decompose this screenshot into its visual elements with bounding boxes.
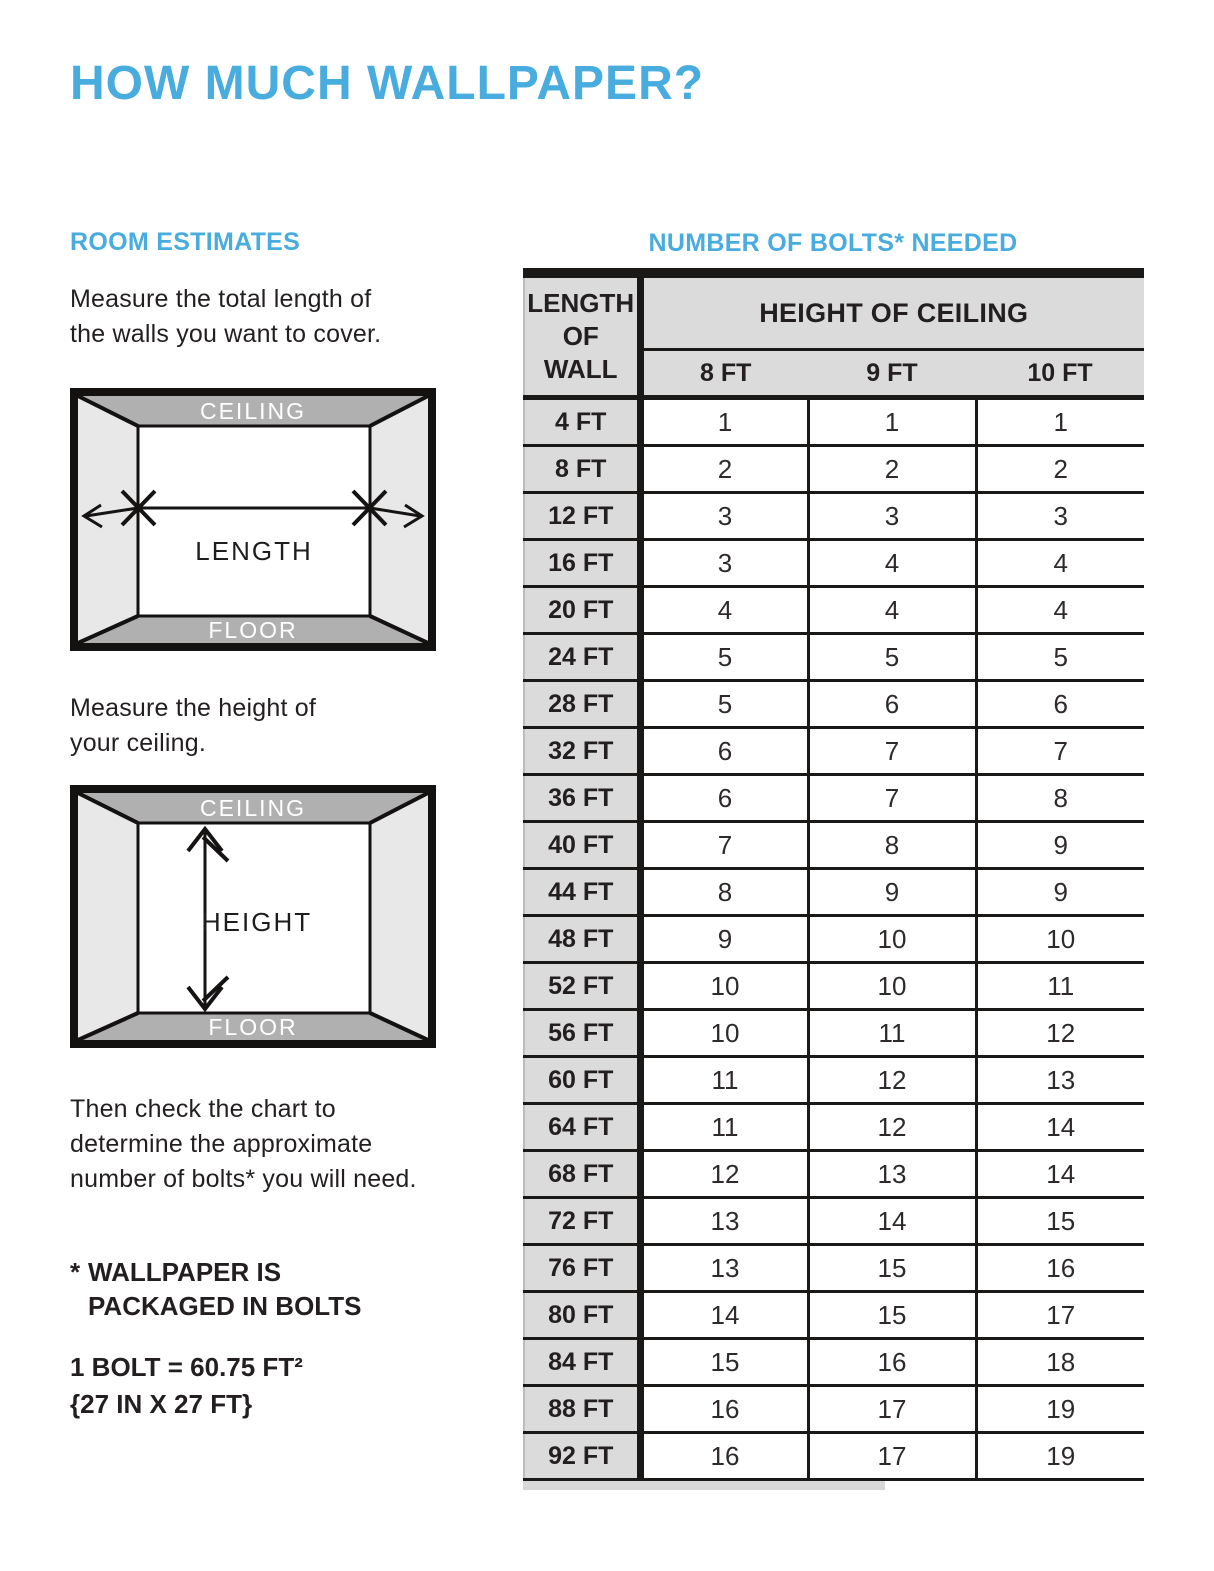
bolt-count-cell: 17 <box>808 1433 976 1480</box>
bolt-count-cell: 9 <box>976 869 1144 916</box>
step2-text <box>70 691 470 761</box>
bolt-count-cell: 5 <box>640 634 808 681</box>
floor-label: FLOOR <box>208 617 298 643</box>
bolt-count-cell: 11 <box>640 1057 808 1104</box>
bolt-count-cell: 1 <box>976 398 1144 446</box>
bolt-count-cell: 9 <box>976 822 1144 869</box>
footnote-line1: WALLPAPER IS <box>88 1257 282 1287</box>
bolt-count-cell: 13 <box>976 1057 1144 1104</box>
length-measure-label: LENGTH <box>195 536 313 566</box>
table-row <box>524 1433 1144 1480</box>
bolt-equation-line2: {27 IN X 27 FT} <box>70 1389 253 1419</box>
bolt-count-cell: 13 <box>640 1245 808 1292</box>
wall-length-cell: 84 FT <box>524 1339 640 1386</box>
step3-text <box>70 1092 470 1197</box>
bolt-count-cell: 1 <box>640 398 808 446</box>
wall-length-cell: 16 FT <box>524 540 640 587</box>
bolt-count-cell: 12 <box>640 1151 808 1198</box>
bolt-count-cell: 3 <box>976 493 1144 540</box>
bolt-count-cell: 14 <box>976 1151 1144 1198</box>
floor-label: FLOOR <box>208 1014 298 1040</box>
bolt-count-cell: 5 <box>976 634 1144 681</box>
bolt-count-cell: 6 <box>640 728 808 775</box>
page-title: HOW MUCH WALLPAPER? <box>70 57 705 110</box>
table-row <box>524 1339 1144 1386</box>
step2-line1: Measure the height of <box>70 694 317 722</box>
table-row <box>524 398 1144 446</box>
table-row <box>524 822 1144 869</box>
wall-length-cell: 52 FT <box>524 963 640 1010</box>
wall-length-cell: 24 FT <box>524 634 640 681</box>
bolt-count-cell: 19 <box>976 1386 1144 1433</box>
wall-length-cell: 40 FT <box>524 822 640 869</box>
step1-line1: Measure the total length of <box>70 285 372 313</box>
bolt-count-cell: 11 <box>640 1104 808 1151</box>
bolt-count-cell: 16 <box>640 1386 808 1433</box>
bolt-count-cell: 3 <box>640 493 808 540</box>
bolt-count-cell: 10 <box>808 916 976 963</box>
bolt-equation-line1: 1 BOLT = 60.75 FT² <box>70 1352 303 1382</box>
table-row <box>524 1245 1144 1292</box>
bolts-footnote <box>70 1255 470 1323</box>
bolt-count-cell: 16 <box>640 1433 808 1480</box>
wall-length-cell: 20 FT <box>524 587 640 634</box>
bolt-count-cell: 2 <box>808 446 976 493</box>
bolt-count-cell: 4 <box>976 540 1144 587</box>
bolt-count-cell: 8 <box>808 822 976 869</box>
bolt-count-cell: 16 <box>808 1339 976 1386</box>
ceiling-height-column-header: 8 FT <box>640 350 808 398</box>
wall-length-cell: 80 FT <box>524 1292 640 1339</box>
ceiling-height-column-header: 10 FT <box>976 350 1144 398</box>
bolt-count-cell: 3 <box>808 493 976 540</box>
table-row <box>524 1292 1144 1339</box>
ceiling-label: CEILING <box>199 398 307 424</box>
table-row <box>524 869 1144 916</box>
bolt-count-cell: 12 <box>976 1010 1144 1057</box>
bolt-count-cell: 15 <box>808 1245 976 1292</box>
bolt-count-cell: 15 <box>976 1198 1144 1245</box>
wall-length-cell: 8 FT <box>524 446 640 493</box>
bolt-count-cell: 4 <box>976 587 1144 634</box>
bolt-count-cell: 1 <box>808 398 976 446</box>
bolts-table-heading: NUMBER OF BOLTS* NEEDED <box>648 229 1018 257</box>
bolt-count-cell: 15 <box>808 1292 976 1339</box>
bolt-count-cell: 15 <box>640 1339 808 1386</box>
table-row <box>524 493 1144 540</box>
bolt-count-cell: 12 <box>808 1104 976 1151</box>
footnote-line2: PACKAGED IN BOLTS <box>88 1291 362 1321</box>
wall-length-cell: 12 FT <box>524 493 640 540</box>
bolt-count-cell: 7 <box>808 728 976 775</box>
bolt-count-cell: 9 <box>640 916 808 963</box>
wall-length-cell: 4 FT <box>524 398 640 446</box>
bolt-equation <box>70 1349 470 1423</box>
table-row <box>524 916 1144 963</box>
table-row <box>524 1057 1144 1104</box>
bolt-count-cell: 14 <box>808 1198 976 1245</box>
ceiling-height-column-header: 9 FT <box>808 350 976 398</box>
table-row <box>524 1151 1144 1198</box>
bolt-count-cell: 7 <box>808 775 976 822</box>
table-row <box>524 540 1144 587</box>
table-row <box>524 634 1144 681</box>
bolt-count-cell: 4 <box>808 540 976 587</box>
room-height-diagram <box>70 785 436 1048</box>
table-header-row <box>524 273 1144 350</box>
wall-length-cell: 48 FT <box>524 916 640 963</box>
bolt-count-cell: 19 <box>976 1433 1144 1480</box>
bolt-count-cell: 3 <box>640 540 808 587</box>
bolt-count-cell: 17 <box>808 1386 976 1433</box>
left-wall-surface <box>78 793 138 1040</box>
room-length-diagram <box>70 388 436 651</box>
table-row <box>524 587 1144 634</box>
step2-line2: your ceiling. <box>70 729 206 757</box>
bolt-count-cell: 2 <box>640 446 808 493</box>
bolt-count-cell: 9 <box>808 869 976 916</box>
bolt-count-cell: 10 <box>640 963 808 1010</box>
step1-line2: the walls you want to cover. <box>70 320 382 348</box>
height-of-ceiling-header: HEIGHT OF CEILING <box>640 273 1144 350</box>
bolt-count-cell: 11 <box>808 1010 976 1057</box>
bolt-count-cell: 12 <box>808 1057 976 1104</box>
bolt-count-cell: 4 <box>808 587 976 634</box>
bolt-count-cell: 7 <box>640 822 808 869</box>
bolt-count-cell: 5 <box>640 681 808 728</box>
wall-length-cell: 44 FT <box>524 869 640 916</box>
table-row <box>524 963 1144 1010</box>
bolt-count-cell: 10 <box>976 916 1144 963</box>
table-row <box>524 728 1144 775</box>
bolt-count-cell: 17 <box>976 1292 1144 1339</box>
table-row <box>524 1386 1144 1433</box>
bolt-count-cell: 18 <box>976 1339 1144 1386</box>
wall-length-cell: 64 FT <box>524 1104 640 1151</box>
back-wall <box>138 426 370 616</box>
bolts-table <box>523 268 1144 1481</box>
table-row <box>524 775 1144 822</box>
bolt-count-cell: 4 <box>640 587 808 634</box>
step1-text <box>70 282 470 352</box>
height-measure-label: HEIGHT <box>201 907 313 937</box>
footnote-lines <box>88 1255 361 1323</box>
bolt-count-cell: 11 <box>976 963 1144 1010</box>
bolt-count-cell: 6 <box>808 681 976 728</box>
bolt-count-cell: 10 <box>640 1010 808 1057</box>
bolt-count-cell: 6 <box>976 681 1144 728</box>
wall-length-cell: 76 FT <box>524 1245 640 1292</box>
wall-length-cell: 92 FT <box>524 1433 640 1480</box>
bolt-count-cell: 8 <box>640 869 808 916</box>
right-wall-surface <box>370 793 428 1040</box>
table-row <box>524 1198 1144 1245</box>
step3-line3: number of bolts* you will need. <box>70 1165 417 1193</box>
table-row <box>524 1104 1144 1151</box>
step3-line2: determine the approximate <box>70 1130 373 1158</box>
bolt-count-cell: 8 <box>976 775 1144 822</box>
bolt-count-cell: 5 <box>808 634 976 681</box>
bolt-count-cell: 10 <box>808 963 976 1010</box>
room-estimates-heading: ROOM ESTIMATES <box>70 228 301 256</box>
bolt-count-cell: 13 <box>808 1151 976 1198</box>
bolt-count-cell: 2 <box>976 446 1144 493</box>
bolts-table-container <box>523 268 1143 1490</box>
ceiling-label: CEILING <box>199 795 307 821</box>
wall-length-cell: 88 FT <box>524 1386 640 1433</box>
bolt-count-cell: 16 <box>976 1245 1144 1292</box>
wall-length-cell: 60 FT <box>524 1057 640 1104</box>
wall-length-cell: 36 FT <box>524 775 640 822</box>
table-bottom-shadow <box>523 1481 885 1490</box>
wall-length-cell: 28 FT <box>524 681 640 728</box>
table-row <box>524 1010 1144 1057</box>
wall-length-cell: 68 FT <box>524 1151 640 1198</box>
bolt-count-cell: 14 <box>976 1104 1144 1151</box>
bolt-count-cell: 13 <box>640 1198 808 1245</box>
bolt-count-cell: 6 <box>640 775 808 822</box>
step3-line1: Then check the chart to <box>70 1095 336 1123</box>
wall-length-cell: 32 FT <box>524 728 640 775</box>
table-row <box>524 681 1144 728</box>
footnote-asterisk: * <box>70 1257 81 1287</box>
wall-length-cell: 56 FT <box>524 1010 640 1057</box>
table-row <box>524 446 1144 493</box>
bolt-count-cell: 14 <box>640 1292 808 1339</box>
room-estimates-section <box>70 228 470 1423</box>
bolts-table-body <box>524 398 1144 1480</box>
length-of-wall-header: LENGTH OF WALL <box>524 273 640 398</box>
wall-length-cell: 72 FT <box>524 1198 640 1245</box>
bolt-count-cell: 7 <box>976 728 1144 775</box>
